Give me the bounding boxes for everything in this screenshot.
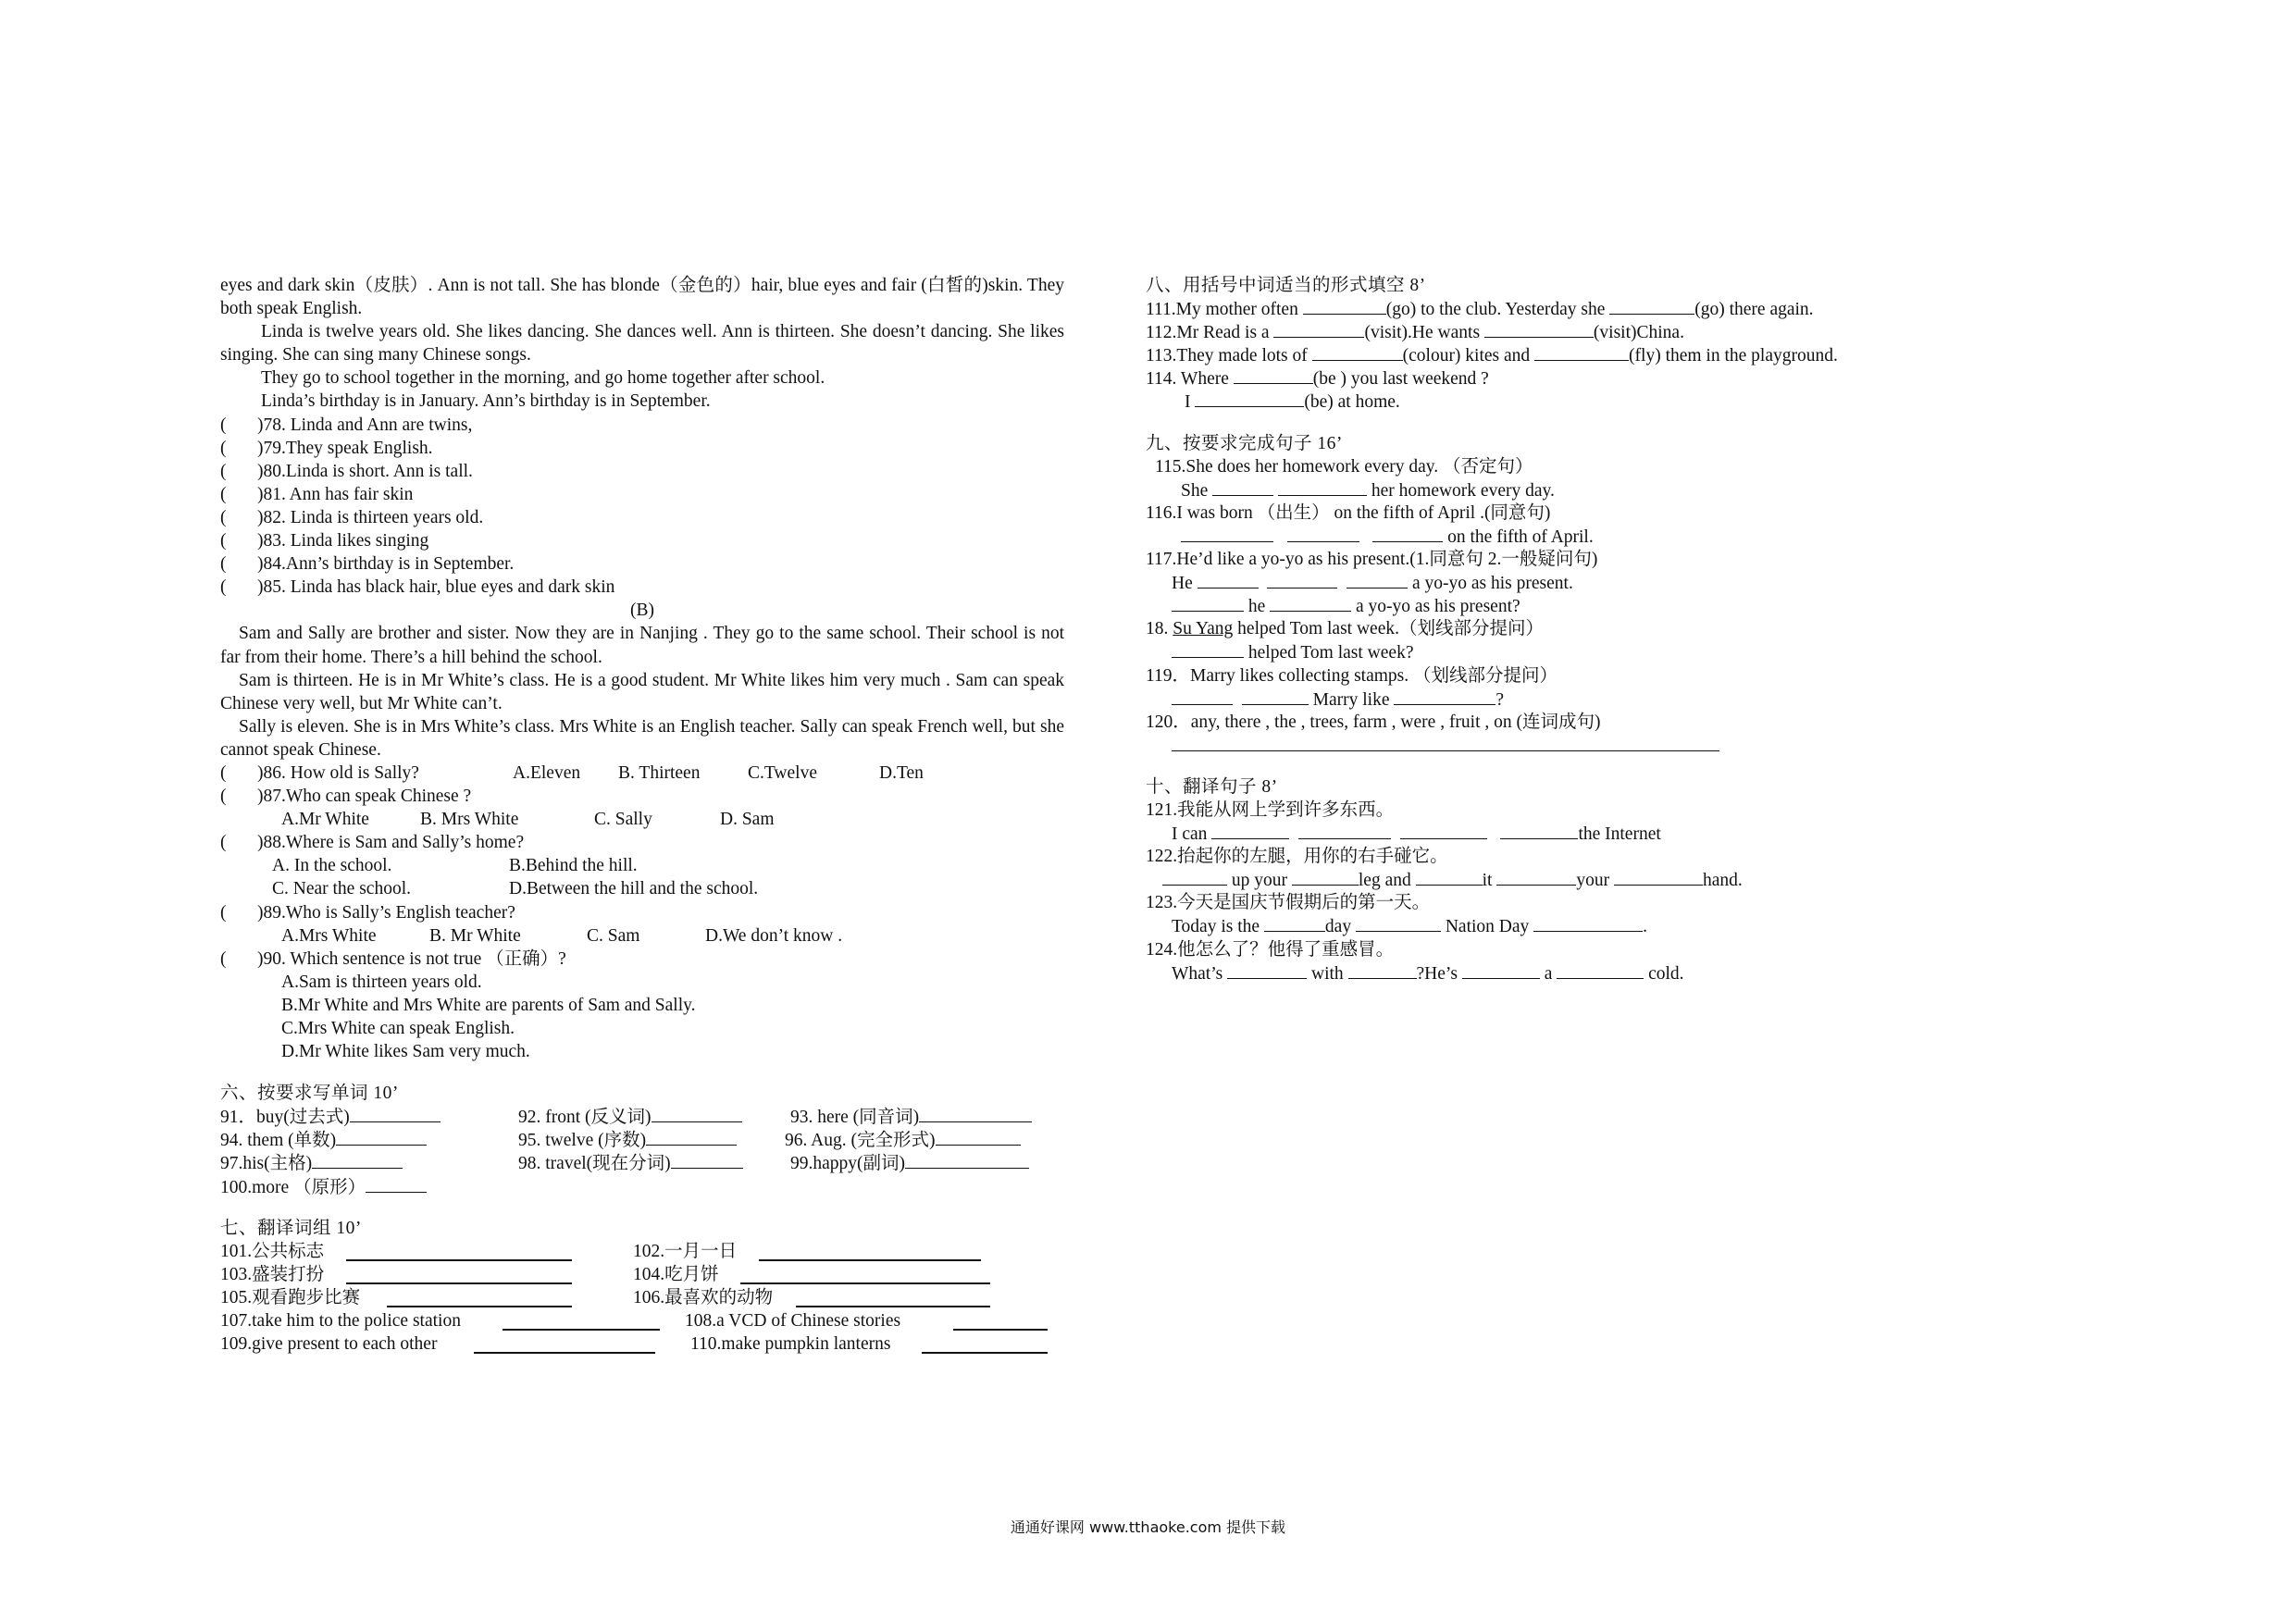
left-column xyxy=(220,274,1064,1356)
sentence-item: helped Tom last week? xyxy=(1146,640,2025,663)
tf-question: ( )80.Linda is short. Ann is tall. xyxy=(220,461,473,481)
translation-item: I can the Internet xyxy=(1146,822,2025,845)
mc-option-90: C.Mrs White can speak English. xyxy=(281,1019,515,1038)
translation-item: 124.他怎么了？他得了重感冒。 xyxy=(1146,939,1395,960)
fill-in-item: 112.Mr Read is a (visit).He wants (visit)China. xyxy=(1146,320,2025,343)
sentence-item: 116.I was born （出生） on the fifth of April .(同意句) xyxy=(1146,502,1551,523)
sentence-item: 119．Marry likes collecting stamps. （划线部分提问） xyxy=(1146,665,1558,686)
right-column xyxy=(1146,274,2025,985)
section-7-heading: 七、翻译词组 10’ xyxy=(220,1218,362,1238)
phrase-row: 101.公共标志 102.一月一日 xyxy=(220,1240,1064,1263)
passage-a-paragraph: They go to school together in the morning, and go home together after school. xyxy=(261,368,825,389)
sentence-item: 115.She does her homework every day. （否定句） xyxy=(1155,456,1533,477)
section-9-heading: 九、按要求完成句子 16’ xyxy=(1146,433,1343,453)
passage-b-paragraph: Sally is eleven. She is in Mrs White’s class. Mrs White is an English teacher. Sally can speak French well, but she cannot speak Chinese. xyxy=(220,716,1064,760)
answer-line xyxy=(1146,734,2025,757)
sentence-item: 18. Su Yang helped Tom last week.（划线部分提问） xyxy=(1146,619,1544,639)
mc-question-90: ( )90. Which sentence is not true （正确）? xyxy=(220,948,566,969)
translation-item: Today is the day Nation Day . xyxy=(1146,914,2025,937)
part-b-label: (B) xyxy=(630,601,654,621)
underlined-subject: Su Yang xyxy=(1173,619,1234,639)
tf-question: ( )85. Linda has black hair, blue eyes and dark skin xyxy=(220,577,615,598)
translation-item: 122.抬起你的左腿，用你的右手碰它。 xyxy=(1146,847,1448,867)
tf-question: ( )81. Ann has fair skin xyxy=(220,484,414,504)
sentence-item: on the fifth of April. xyxy=(1146,525,2025,548)
sentence-item: Marry like ? xyxy=(1146,688,2025,711)
mc-question-89: ( )89.Who is Sally’s English teacher? xyxy=(220,902,515,923)
mc-question-88: ( )88.Where is Sam and Sally’s home? xyxy=(220,833,525,853)
section-6-heading: 六、按要求写单词 10’ xyxy=(220,1084,399,1104)
sentence-item: He a yo-yo as his present. xyxy=(1146,571,2025,594)
translation-item: What’s with ?He’s a cold. xyxy=(1146,961,2025,985)
passage-b-paragraph: Sam and Sally are brother and sister. Now they are in Nanjing . They go to the same school. Their school is not far from their home. There’s a hill behind the school. xyxy=(220,624,1064,667)
word-row: 97.his(主格) 98. travel(现在分词) 99.happy(副词) xyxy=(220,1151,1064,1174)
mc-question-87: ( )87.Who can speak Chinese ? xyxy=(220,787,472,807)
translation-item: up your leg and it your hand. xyxy=(1146,868,2025,891)
phrase-row: 103.盛装打扮 104.吃月饼 xyxy=(220,1263,1064,1286)
phrase-row: 105.观看跑步比赛 106.最喜欢的动物 xyxy=(220,1286,1064,1309)
tf-question: ( )79.They speak English. xyxy=(220,438,433,458)
sentence-item: 117.He’d like a yo-yo as his present.(1.同意句 2.一般疑问句) xyxy=(1146,550,1598,570)
passage-a-continued: eyes and dark skin（皮肤）. Ann is not tall. She has blonde（金色的）hair, blue eyes and fair (白皙的)skin. They both speak English. xyxy=(220,276,1064,319)
sentence-item: 120．any, there , the , trees, farm , were , fruit , on (连词成句) xyxy=(1146,712,1601,732)
phrase-row: 109.give present to each other 110.make pumpkin lanterns xyxy=(220,1332,1064,1356)
footer-source-credit: 通通好课网 www.tthaoke.com 提供下载 xyxy=(1010,1518,1286,1536)
mc-options-88: C. Near the school. D.Between the hill and the school. xyxy=(272,879,759,899)
translation-item: 123.今天是国庆节假期后的第一天。 xyxy=(1146,893,1431,913)
section-8-heading: 八、用括号中词适当的形式填空 8’ xyxy=(1146,276,1426,295)
sentence-item: She her homework every day. xyxy=(1146,478,2025,502)
word-row: 100.more （原形） xyxy=(220,1175,1064,1198)
fill-in-item: 114. Where (be ) you last weekend ? xyxy=(1146,366,2025,390)
word-row: 91．buy(过去式) 92. front (反义词) 93. here (同音词) xyxy=(220,1105,1064,1128)
passage-a-paragraph: Linda is twelve years old. She likes dancing. She dances well. Ann is thirteen. She doesn’t dancing. She likes singing. She can sing many Chinese songs. xyxy=(220,322,1064,365)
section-10-heading: 十、翻译句子 8’ xyxy=(1146,776,1278,797)
mc-option-90: D.Mr White likes Sam very much. xyxy=(281,1042,530,1062)
sentence-item: he a yo-yo as his present? xyxy=(1146,594,2025,617)
fill-in-item: 113.They made lots of (colour) kites and (fly) them in the playground. xyxy=(1146,343,2025,366)
fill-in-item: I (be) at home. xyxy=(1146,390,2025,413)
mc-options-87: A.Mr White B. Mrs White C. Sally D. Sam xyxy=(281,810,775,830)
fill-in-item: 111.My mother often (go) to the club. Yesterday she (go) there again. xyxy=(1146,297,2025,320)
mc-options-89: A.Mrs White B. Mr White C. Sam D.We don’t know . xyxy=(281,925,843,946)
mc-option-90: A.Sam is thirteen years old. xyxy=(281,972,482,992)
tf-question: ( )83. Linda likes singing xyxy=(220,531,429,551)
mc-options-88: A. In the school. B.Behind the hill. xyxy=(272,856,638,876)
passage-b-paragraph: Sam is thirteen. He is in Mr White’s class. He is a good student. Mr White likes him very much . Sam can speak Chinese very well, but Mr White can’t. xyxy=(220,670,1064,713)
tf-question: ( )82. Linda is thirteen years old. xyxy=(220,507,484,527)
word-row: 94. them (单数) 95. twelve (序数) 96. Aug. (完全形式) xyxy=(220,1128,1064,1151)
tf-question: ( )78. Linda and Ann are twins, xyxy=(220,415,473,435)
tf-question: ( )84.Ann’s birthday is in September. xyxy=(220,554,515,575)
mc-option-90: B.Mr White and Mrs White are parents of Sam and Sally. xyxy=(281,995,696,1015)
passage-a-paragraph: Linda’s birthday is in January. Ann’s birthday is in September. xyxy=(261,391,711,412)
translation-item: 121.我能从网上学到许多东西。 xyxy=(1146,799,1395,820)
phrase-row: 107.take him to the police station 108.a VCD of Chinese stories xyxy=(220,1309,1064,1332)
mc-question-86: ( )86. How old is Sally? A.Eleven B. Thirteen C.Twelve D.Ten xyxy=(220,762,924,783)
